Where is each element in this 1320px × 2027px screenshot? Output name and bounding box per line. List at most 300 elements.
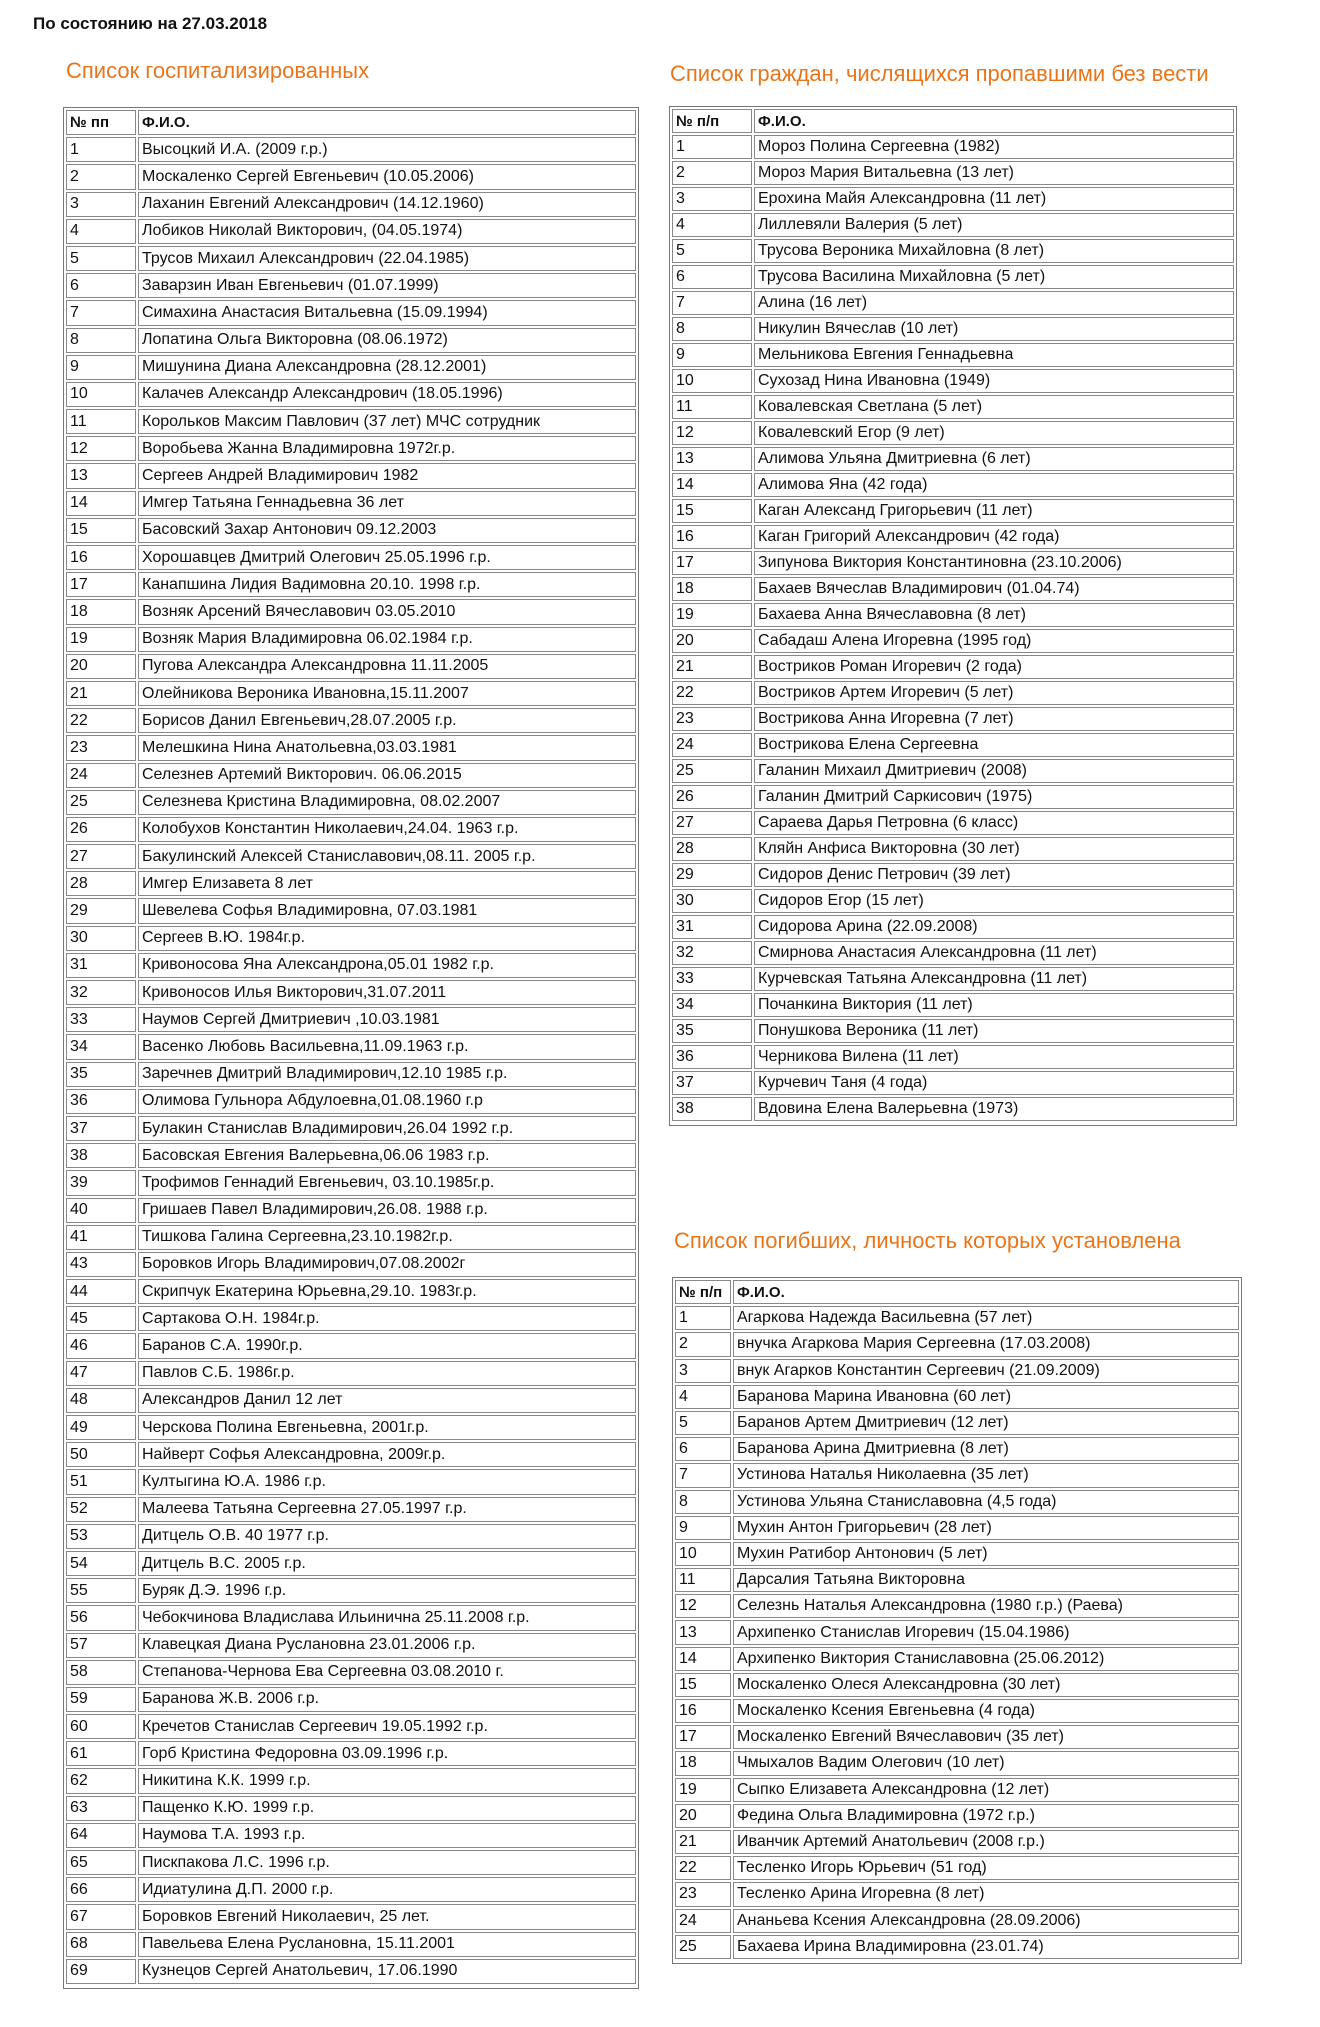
row-name: Бахаев Вячеслав Владимирович (01.04.74) [754, 577, 1234, 601]
row-name: Черникова Вилена (11 лет) [754, 1045, 1234, 1069]
table-row [66, 1198, 636, 1225]
row-name: Мороз Полина Сергеевна (1982) [754, 135, 1234, 159]
table-row [66, 1469, 636, 1496]
table-row [66, 491, 636, 518]
row-name: Бахаева Анна Вячеславовна (8 лет) [754, 603, 1234, 627]
missing-table [669, 106, 1237, 1126]
table-row [66, 355, 636, 382]
table-row [66, 1225, 636, 1252]
row-number: 50 [66, 1442, 136, 1467]
row-number: 22 [66, 708, 136, 733]
table-row [66, 1279, 636, 1306]
table-row [66, 1850, 636, 1877]
table-row [66, 1578, 636, 1605]
table-row [675, 1830, 1239, 1856]
row-name: Имгер Татьяна Геннадьевна 36 лет [138, 491, 636, 516]
table-row [675, 1935, 1239, 1961]
row-name: Баранов С.А. 1990г.р. [138, 1333, 636, 1358]
table-row [66, 192, 636, 219]
table-row [66, 1796, 636, 1823]
table-row [672, 1071, 1234, 1097]
table-row [675, 1778, 1239, 1804]
row-number: 63 [66, 1796, 136, 1821]
row-number: 6 [672, 265, 752, 289]
row-number: 20 [66, 654, 136, 679]
row-name: Наумова Т.А. 1993 г.р. [138, 1823, 636, 1848]
row-number: 16 [672, 525, 752, 549]
row-number: 13 [675, 1620, 731, 1644]
table-row [66, 1660, 636, 1687]
row-number: 24 [66, 763, 136, 788]
row-number: 38 [672, 1097, 752, 1121]
table-row [66, 1143, 636, 1170]
row-name: Сухозад Нина Ивановна (1949) [754, 369, 1234, 393]
row-name: Сергеев В.Ю. 1984г.р. [138, 926, 636, 951]
table-row [672, 785, 1234, 811]
row-name: Тесленко Игорь Юрьевич (51 год) [733, 1856, 1239, 1880]
row-number: 15 [66, 518, 136, 543]
header-name: Ф.И.О. [733, 1280, 1239, 1304]
row-name: Чебокчинова Владислава Ильинична 25.11.2008 г.р. [138, 1605, 636, 1630]
table-row [66, 1823, 636, 1850]
table-row [66, 871, 636, 898]
table-row [672, 655, 1234, 681]
row-number: 38 [66, 1143, 136, 1168]
row-number: 47 [66, 1361, 136, 1386]
table-row [66, 926, 636, 953]
table-row [66, 1333, 636, 1360]
row-name: Идиатулина Д.П. 2000 г.р. [138, 1877, 636, 1902]
row-number: 21 [675, 1830, 731, 1854]
table-row [66, 273, 636, 300]
row-name: Архипенко Станислав Игоревич (15.04.1986) [733, 1620, 1239, 1644]
row-name: Горб Кристина Федоровна 03.09.1996 г.р. [138, 1741, 636, 1766]
table-row [66, 1034, 636, 1061]
row-number: 36 [672, 1045, 752, 1069]
row-number: 56 [66, 1605, 136, 1630]
row-name: Хорошавцев Дмитрий Олегович 25.05.1996 г.р. [138, 545, 636, 570]
row-name: Колобухов Константин Николаевич,24.04. 1963 г.р. [138, 817, 636, 842]
table-row [675, 1516, 1239, 1542]
row-number: 29 [672, 863, 752, 887]
row-number: 40 [66, 1198, 136, 1223]
table-row [672, 1019, 1234, 1045]
row-number: 5 [672, 239, 752, 263]
row-number: 4 [66, 219, 136, 244]
row-number: 64 [66, 1823, 136, 1848]
table-row [672, 525, 1234, 551]
row-name: Тишкова Галина Сергеевна,23.10.1982г.р. [138, 1225, 636, 1250]
table-row [66, 518, 636, 545]
table-row [675, 1856, 1239, 1882]
row-name: Галанин Михаил Дмитриевич (2008) [754, 759, 1234, 783]
row-number: 15 [672, 499, 752, 523]
row-number: 4 [675, 1385, 731, 1409]
table-row [672, 603, 1234, 629]
row-name: Шевелева Софья Владимировна, 07.03.1981 [138, 898, 636, 923]
table-row [675, 1490, 1239, 1516]
table-row [675, 1647, 1239, 1673]
table-row [675, 1620, 1239, 1646]
row-number: 9 [66, 355, 136, 380]
row-name: Кузнецов Сергей Анатольевич, 17.06.1990 [138, 1959, 636, 1984]
row-name: Кречетов Станислав Сергеевич 19.05.1992 г.р. [138, 1714, 636, 1739]
row-name: Селезнев Артемий Викторович. 06.06.2015 [138, 763, 636, 788]
row-number: 35 [66, 1062, 136, 1087]
row-number: 5 [675, 1411, 731, 1435]
row-name: Мелешкина Нина Анатольевна,03.03.1981 [138, 735, 636, 760]
row-number: 28 [66, 871, 136, 896]
table-row [66, 1116, 636, 1143]
row-number: 23 [675, 1882, 731, 1906]
row-number: 33 [66, 1007, 136, 1032]
row-number: 23 [66, 735, 136, 760]
row-number: 57 [66, 1633, 136, 1658]
row-number: 7 [66, 300, 136, 325]
row-number: 29 [66, 898, 136, 923]
table-row [672, 993, 1234, 1019]
row-number: 25 [66, 790, 136, 815]
table-row [66, 1252, 636, 1279]
header-number: № пп [66, 110, 136, 135]
table-row [66, 1062, 636, 1089]
row-name: Култыгина Ю.А. 1986 г.р. [138, 1469, 636, 1494]
row-number: 11 [675, 1568, 731, 1592]
row-number: 21 [672, 655, 752, 679]
row-name: Москаленко Ксения Евгеньевна (4 года) [733, 1699, 1239, 1723]
row-number: 12 [66, 436, 136, 461]
row-name: Алина (16 лет) [754, 291, 1234, 315]
table-row [66, 763, 636, 790]
row-name: Дарсалия Татьяна Викторовна [733, 1568, 1239, 1592]
row-number: 19 [66, 627, 136, 652]
row-name: Басовский Захар Антонович 09.12.2003 [138, 518, 636, 543]
table-row [66, 1741, 636, 1768]
row-number: 52 [66, 1497, 136, 1522]
row-name: Трусов Михаил Александрович (22.04.1985) [138, 246, 636, 271]
row-number: 46 [66, 1333, 136, 1358]
row-name: Александров Данил 12 лет [138, 1388, 636, 1413]
row-name: Кривоносов Илья Викторович,31.07.2011 [138, 980, 636, 1005]
row-name: Черскова Полина Евгеньевна, 2001г.р. [138, 1415, 636, 1440]
row-number: 8 [675, 1490, 731, 1514]
row-name: Ерохина Майя Александровна (11 лет) [754, 187, 1234, 211]
table-row [672, 265, 1234, 291]
table-row [675, 1463, 1239, 1489]
table-row [66, 1551, 636, 1578]
table-row [672, 161, 1234, 187]
row-name: Устинова Наталья Николаевна (35 лет) [733, 1463, 1239, 1487]
row-number: 5 [66, 246, 136, 271]
table-row [66, 246, 636, 273]
row-number: 49 [66, 1415, 136, 1440]
row-name: Сараева Дарья Петровна (6 класс) [754, 811, 1234, 835]
row-number: 13 [672, 447, 752, 471]
row-name: Возняк Мария Владимировна 06.02.1984 г.р. [138, 627, 636, 652]
row-name: Мишунина Диана Александровна (28.12.2001) [138, 355, 636, 380]
row-name: Баранова Марина Ивановна (60 лет) [733, 1385, 1239, 1409]
table-row [66, 1306, 636, 1333]
table-row [66, 545, 636, 572]
table-row [66, 953, 636, 980]
row-number: 58 [66, 1660, 136, 1685]
table-row [672, 291, 1234, 317]
row-name: Степанова-Чернова Ева Сергеевна 03.08.2010 г. [138, 1660, 636, 1685]
table-row [672, 447, 1234, 473]
row-name: Вдовина Елена Валерьевна (1973) [754, 1097, 1234, 1121]
table-row [675, 1542, 1239, 1568]
row-number: 37 [672, 1071, 752, 1095]
row-name: Архипенко Виктория Станиславовна (25.06.2012) [733, 1647, 1239, 1671]
row-name: Бахаева Ирина Владимировна (23.01.74) [733, 1935, 1239, 1959]
row-number: 22 [672, 681, 752, 705]
row-number: 1 [675, 1306, 731, 1330]
row-name: Бакулинский Алексей Станиславович,08.11. 2005 г.р. [138, 844, 636, 869]
table-row [66, 1388, 636, 1415]
row-name: Павлов С.Б. 1986г.р. [138, 1361, 636, 1386]
row-number: 44 [66, 1279, 136, 1304]
row-number: 61 [66, 1741, 136, 1766]
row-number: 32 [66, 980, 136, 1005]
row-number: 69 [66, 1959, 136, 1984]
table-header-row [66, 110, 636, 137]
row-number: 12 [675, 1594, 731, 1618]
row-name: Никулин Вячеслав (10 лет) [754, 317, 1234, 341]
row-name: Иванчик Артемий Анатольевич (2008 г.р.) [733, 1830, 1239, 1854]
table-row [675, 1804, 1239, 1830]
row-name: Буряк Д.Э. 1996 г.р. [138, 1578, 636, 1603]
row-name: Трофимов Геннадий Евгеньевич, 03.10.1985г.р. [138, 1170, 636, 1195]
table-row [66, 1170, 636, 1197]
row-name: Галанин Дмитрий Саркисович (1975) [754, 785, 1234, 809]
table-row [66, 599, 636, 626]
table-header-row [672, 109, 1234, 135]
table-row [66, 627, 636, 654]
row-name: Васенко Любовь Васильевна,11.09.1963 г.р. [138, 1034, 636, 1059]
row-name: Зипунова Виктория Константиновна (23.10.2006) [754, 551, 1234, 575]
row-name: Вострикова Анна Игоревна (7 лет) [754, 707, 1234, 731]
row-number: 11 [672, 395, 752, 419]
row-number: 31 [66, 953, 136, 978]
table-row [675, 1725, 1239, 1751]
table-row [675, 1909, 1239, 1935]
row-number: 39 [66, 1170, 136, 1195]
row-number: 12 [672, 421, 752, 445]
table-row [66, 1442, 636, 1469]
deceased-table [672, 1277, 1242, 1964]
table-row [672, 473, 1234, 499]
row-name: Воробьева Жанна Владимировна 1972г.р. [138, 436, 636, 461]
row-number: 7 [675, 1463, 731, 1487]
row-name: Олимова Гульнора Абдулоевна,01.08.1960 г.р [138, 1089, 636, 1114]
row-number: 34 [66, 1034, 136, 1059]
row-number: 62 [66, 1768, 136, 1793]
row-name: Ковалевская Светлана (5 лет) [754, 395, 1234, 419]
row-name: Алимова Ульяна Дмитриевна (6 лет) [754, 447, 1234, 471]
table-row [66, 409, 636, 436]
table-row [672, 811, 1234, 837]
row-number: 8 [672, 317, 752, 341]
header-number: № п/п [675, 1280, 731, 1304]
row-number: 3 [675, 1359, 731, 1383]
row-name: Вострикова Елена Сергеевна [754, 733, 1234, 757]
row-number: 3 [66, 192, 136, 217]
row-name: Пугова Александра Александровна 11.11.2005 [138, 654, 636, 679]
table-row [675, 1385, 1239, 1411]
table-row [66, 898, 636, 925]
table-row [66, 1904, 636, 1931]
row-number: 18 [66, 599, 136, 624]
table-row [66, 1768, 636, 1795]
row-number: 19 [675, 1778, 731, 1802]
row-number: 3 [672, 187, 752, 211]
row-number: 14 [66, 491, 136, 516]
row-number: 22 [675, 1856, 731, 1880]
row-name: Возняк Арсений Вячеславович 03.05.2010 [138, 599, 636, 624]
table-row [672, 187, 1234, 213]
row-number: 2 [672, 161, 752, 185]
row-number: 32 [672, 941, 752, 965]
row-number: 24 [675, 1909, 731, 1933]
row-name: Алимова Яна (42 года) [754, 473, 1234, 497]
row-number: 45 [66, 1306, 136, 1331]
row-name: Агаркова Надежда Васильевна (57 лет) [733, 1306, 1239, 1330]
row-number: 26 [66, 817, 136, 842]
row-name: Ковалевский Егор (9 лет) [754, 421, 1234, 445]
row-name: Сидорова Арина (22.09.2008) [754, 915, 1234, 939]
row-name: Баранова Ж.В. 2006 г.р. [138, 1687, 636, 1712]
row-name: Курчевич Таня (4 года) [754, 1071, 1234, 1095]
row-name: Басовская Евгения Валерьевна,06.06 1983 г.р. [138, 1143, 636, 1168]
table-row [672, 577, 1234, 603]
row-number: 28 [672, 837, 752, 861]
table-row [672, 343, 1234, 369]
row-number: 25 [675, 1935, 731, 1959]
row-number: 48 [66, 1388, 136, 1413]
table-row [675, 1751, 1239, 1777]
row-name: внук Агарков Константин Сергеевич (21.09.2009) [733, 1359, 1239, 1383]
hospitalized-table [63, 107, 639, 1989]
table-row [672, 629, 1234, 655]
row-number: 27 [672, 811, 752, 835]
row-number: 41 [66, 1225, 136, 1250]
row-name: Курчевская Татьяна Александровна (11 лет) [754, 967, 1234, 991]
table-row [672, 395, 1234, 421]
table-row [66, 1524, 636, 1551]
table-row [672, 941, 1234, 967]
row-number: 17 [675, 1725, 731, 1749]
table-header-row [675, 1280, 1239, 1306]
row-name: Гришаев Павел Владимирович,26.08. 1988 г.р. [138, 1198, 636, 1223]
table-row [66, 382, 636, 409]
row-name: Смирнова Анастасия Александровна (11 лет) [754, 941, 1234, 965]
row-number: 68 [66, 1932, 136, 1957]
table-row [66, 980, 636, 1007]
row-name: Высоцкий И.А. (2009 г.р.) [138, 137, 636, 162]
row-name: Ананьева Ксения Александровна (28.09.2006) [733, 1909, 1239, 1933]
table-row [675, 1699, 1239, 1725]
table-row [672, 499, 1234, 525]
table-row [675, 1568, 1239, 1594]
row-number: 10 [675, 1542, 731, 1566]
row-name: Найверт Софья Александровна, 2009г.р. [138, 1442, 636, 1467]
table-row [675, 1332, 1239, 1358]
row-number: 7 [672, 291, 752, 315]
row-number: 24 [672, 733, 752, 757]
table-row [672, 317, 1234, 343]
table-row [675, 1882, 1239, 1908]
row-name: Симахина Анастасия Витальевна (15.09.1994) [138, 300, 636, 325]
missing-title: Список граждан, числящихся пропавшими без вести [670, 61, 1209, 86]
row-number: 13 [66, 463, 136, 488]
row-number: 8 [66, 328, 136, 353]
row-name: Кляйн Анфиса Викторовна (30 лет) [754, 837, 1234, 861]
table-row [672, 239, 1234, 265]
row-name: Олейникова Вероника Ивановна,15.11.2007 [138, 681, 636, 706]
row-number: 30 [66, 926, 136, 951]
row-name: Заварзин Иван Евгеньевич (01.07.1999) [138, 273, 636, 298]
row-number: 23 [672, 707, 752, 731]
row-number: 31 [672, 915, 752, 939]
table-row [66, 1932, 636, 1959]
row-name: Баранова Арина Дмитриевна (8 лет) [733, 1437, 1239, 1461]
row-number: 34 [672, 993, 752, 1017]
table-row [66, 654, 636, 681]
row-number: 54 [66, 1551, 136, 1576]
row-number: 6 [675, 1437, 731, 1461]
row-number: 43 [66, 1252, 136, 1277]
table-row [672, 681, 1234, 707]
table-row [66, 1605, 636, 1632]
table-row [66, 735, 636, 762]
table-row [66, 817, 636, 844]
row-name: Сидоров Денис Петрович (39 лет) [754, 863, 1234, 887]
table-row [66, 572, 636, 599]
row-number: 4 [672, 213, 752, 237]
row-number: 10 [66, 382, 136, 407]
row-number: 1 [672, 135, 752, 159]
row-name: Сабадаш Алена Игоревна (1995 год) [754, 629, 1234, 653]
row-name: Москаленко Олеся Александровна (30 лет) [733, 1673, 1239, 1697]
table-row [672, 837, 1234, 863]
row-name: Лиллевяли Валерия (5 лет) [754, 213, 1234, 237]
row-name: Дитцель О.В. 40 1977 г.р. [138, 1524, 636, 1549]
row-name: Москаленко Сергей Евгеньевич (10.05.2006) [138, 164, 636, 189]
row-name: Чмыхалов Вадим Олегович (10 лет) [733, 1751, 1239, 1775]
row-name: Калачев Александр Александрович (18.05.1996) [138, 382, 636, 407]
table-row [675, 1359, 1239, 1385]
table-row [66, 1877, 636, 1904]
row-number: 33 [672, 967, 752, 991]
table-row [675, 1594, 1239, 1620]
row-name: Павельева Елена Руслановна, 15.11.2001 [138, 1932, 636, 1957]
table-row [672, 213, 1234, 239]
row-number: 14 [672, 473, 752, 497]
row-number: 21 [66, 681, 136, 706]
row-number: 20 [675, 1804, 731, 1828]
row-number: 9 [675, 1516, 731, 1540]
table-row [672, 1097, 1234, 1123]
row-number: 1 [66, 137, 136, 162]
header-name: Ф.И.О. [754, 109, 1234, 133]
table-row [675, 1306, 1239, 1332]
row-name: Трусова Василина Михайловна (5 лет) [754, 265, 1234, 289]
table-row [66, 681, 636, 708]
row-name: Пащенко К.Ю. 1999 г.р. [138, 1796, 636, 1821]
row-name: Малеева Татьяна Сергеевна 27.05.1997 г.р. [138, 1497, 636, 1522]
table-row [66, 328, 636, 355]
table-row [675, 1411, 1239, 1437]
